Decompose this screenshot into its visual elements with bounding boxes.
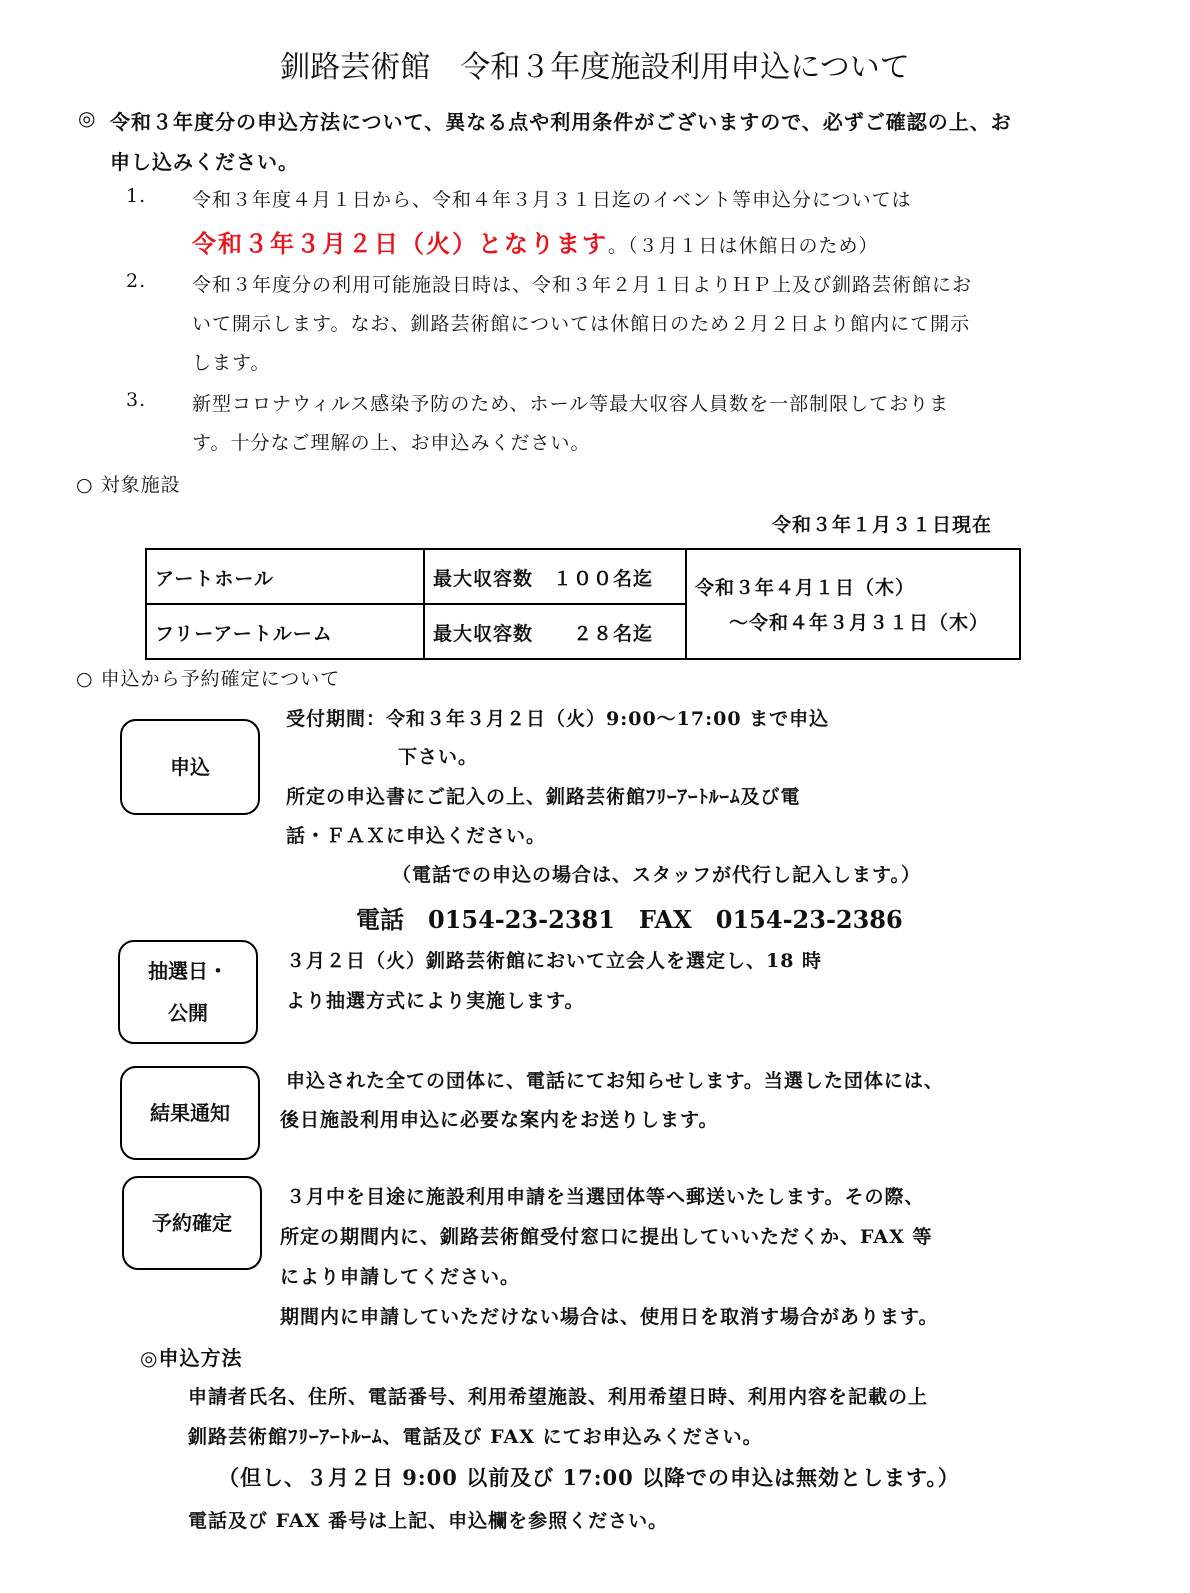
method-line-3: （但し、３月２日 9:00 以前及び 17:00 以降での申込は無効とします。） bbox=[218, 1465, 960, 1490]
result-line-2: 後日施設利用申込に必要な案内をお送りします。 bbox=[280, 1109, 719, 1131]
facilities-heading: ○ 対象施設 bbox=[76, 474, 181, 496]
facility-capacity: 最大収容数 ２８名迄 bbox=[424, 604, 686, 659]
flow-heading: ○ 申込から予約確定について bbox=[76, 668, 341, 690]
facility-name: アートホール bbox=[146, 549, 424, 604]
item-1-line-2 bbox=[192, 224, 879, 259]
intro-line-2: 申し込みください。 bbox=[110, 150, 299, 174]
item-1-line-1: 令和３年度４月１日から、令和４年３月３１日迄のイベント等申込分については bbox=[192, 189, 912, 211]
confirm-line-1: ３月中を目途に施設利用申請を当選団体等へ郵送いたします。その際、 bbox=[286, 1186, 925, 1208]
facilities-table bbox=[145, 548, 1021, 660]
step-apply-box bbox=[120, 719, 260, 815]
period-line-2: ～令和４年３月３１日（木） bbox=[729, 612, 990, 634]
step-confirm-label: 予約確定 bbox=[152, 1211, 232, 1235]
item-2-line-2: いて開示します。なお、釧路芸術館については休館日のため２月２日より館内にて開示 bbox=[192, 313, 971, 335]
method-line-2: 釧路芸術館ﾌﾘｰｱｰﾄﾙｰﾑ、電話及び FAX にてお申込みください。 bbox=[188, 1426, 763, 1448]
step-result-box bbox=[120, 1066, 260, 1160]
lottery-line-1: ３月２日（火）釧路芸術館において立会人を選定し、18 時 bbox=[286, 950, 823, 972]
item-2-line-3: します。 bbox=[192, 352, 271, 374]
item-2-number: 2. bbox=[126, 270, 147, 292]
item-3-number: 3. bbox=[126, 389, 147, 411]
item-1-number: 1. bbox=[126, 185, 147, 207]
apply-line-3: 所定の申込書にご記入の上、釧路芸術館ﾌﾘｰｱｰﾄﾙｰﾑ及び電 bbox=[286, 786, 801, 808]
facility-name: フリーアートルーム bbox=[146, 604, 424, 659]
step-lottery-box bbox=[118, 940, 258, 1044]
lottery-line-2: より抽選方式により実施します。 bbox=[286, 990, 585, 1012]
intro-mark: ◎ bbox=[78, 106, 97, 130]
item-3-line-1: 新型コロナウィルス感染予防のため、ホール等最大収容人員数を一部制限しておりま bbox=[192, 393, 950, 415]
confirm-line-3: により申請してください。 bbox=[280, 1266, 521, 1288]
step-lottery-label-1: 抽選日・ bbox=[148, 959, 228, 983]
result-line-1: 申込された全ての団体に、電話にてお知らせします。当選した団体には、 bbox=[286, 1070, 944, 1092]
confirm-line-4: 期間内に申請していただけない場合は、使用日を取消す場合があります。 bbox=[280, 1306, 939, 1328]
apply-line-2: 下さい。 bbox=[398, 746, 479, 768]
item-3-line-2: す。十分なご理解の上、お申込みください。 bbox=[192, 432, 591, 454]
facility-capacity: 最大収容数 １００名迄 bbox=[424, 549, 686, 604]
step-result-label: 結果通知 bbox=[150, 1101, 230, 1125]
apply-line-1: 受付期間：令和３年３月２日（火）9:00～17:00 まで申込 bbox=[286, 708, 830, 730]
phone-fax: 電話 0154-23-2381 FAX 0154-23-2386 bbox=[356, 905, 903, 934]
intro-line-1: 令和３年度分の申込方法について、異なる点や利用条件がございますので、必ずご確認の上、お bbox=[110, 110, 1012, 134]
confirm-line-2: 所定の期間内に、釧路芸術館受付窓口に提出していいただくか、FAX 等 bbox=[280, 1226, 933, 1248]
apply-line-5: （電話での申込の場合は、スタッフが代行し記入します。） bbox=[392, 864, 921, 886]
item-1-note: 。（３月１日は休館日のため） bbox=[608, 235, 879, 257]
item-2-line-1: 令和３年度分の利用可能施設日時は、令和３年２月１日よりＨＰ上及び釧路芸術館にお bbox=[192, 274, 973, 296]
as-of-date: 令和３年１月３１日現在 bbox=[772, 514, 993, 536]
step-apply-label: 申込 bbox=[170, 755, 210, 779]
facility-period bbox=[686, 549, 1020, 659]
step-lottery-label-2: 公開 bbox=[168, 1001, 208, 1025]
step-confirm-box bbox=[122, 1176, 262, 1270]
apply-line-4: 話・ＦＡＸに申込ください。 bbox=[286, 825, 547, 847]
page-title: 釧路芸術館 令和３年度施設利用申込について bbox=[280, 50, 910, 85]
deadline-highlight: 令和３年３月２日（火）となります bbox=[192, 229, 608, 258]
table-row bbox=[146, 549, 1020, 604]
method-line-4: 電話及び FAX 番号は上記、申込欄を参照ください。 bbox=[188, 1510, 669, 1532]
period-line-1: 令和３年４月１日（木） bbox=[695, 577, 916, 599]
method-line-1: 申請者氏名、住所、電話番号、利用希望施設、利用希望日時、利用内容を記載の上 bbox=[188, 1386, 929, 1408]
method-heading: ◎申込方法 bbox=[140, 1346, 243, 1370]
